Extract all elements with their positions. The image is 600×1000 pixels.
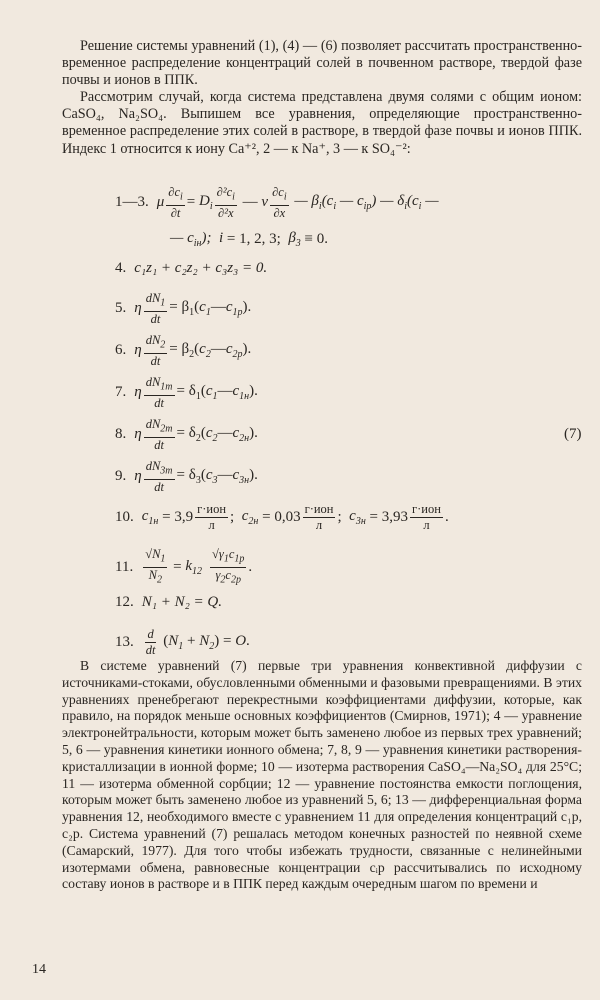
equation-9: 9. η $\frac{dN_{3т}}{dt}$ = $\delta_3(c_3—c_{3н})$. (115, 459, 258, 494)
equation-10: 10. $c_{1н}$ = 3,9 $\frac{\text{г·ион}}{л}$ ; $c_{2н}$ = 0,03 $\frac{\text{г·ион}}{л}$ ; $c_{3н}$ = 3,93 $\frac{\text{г·ион}}{л}$ . (115, 502, 449, 532)
equation-7: 7. η $\frac{dN_{1т}}{dt}$ = $\delta_1(c_1—c_{1н})$. (115, 375, 258, 410)
equation-6: 6. η $\frac{dN_2}{dt}$ = $\beta_2(c_2—c_{2p})$. (115, 333, 252, 368)
equation-5: 5. η $\frac{dN_1}{dt}$ = $\beta_1(c_1—c_{1p})$. (115, 291, 252, 326)
equation-1-3-line2: — $c_{iн}$); i = 1, 2, 3; $\beta_3$ ≡ 0. (170, 230, 329, 249)
equation-11: 11. $\frac{√N_1}{N_2}$ = $k_{12}$ $\frac{√\gamma_1c_{1p}}{\gamma_2c_{2p}}$ . (115, 547, 253, 585)
system-label: (7) (564, 426, 582, 442)
paragraph-case: Рассмотрим случай, когда система представлена двумя солями с общим ионом: CaSO₄, Na₂SO₄. Выпишем все уравнения, определяющие пространственно-временное распределение этих солей в растворе, в твердой фазе почвы и ионов ППК. Индекс 1 относится к иону Ca⁺², 2 — к Na⁺, 3 — к SO₄⁻²: (62, 89, 582, 157)
paragraph-discussion: В системе уравнений (7) первые три уравнения конвективной диффузии с источниками-стоками, обусловленными обменными и фазовыми превращениями. В этих уравнениях пренебрегают перекрестными коэффициентами диффузии, которые, как правило, на порядок меньше основных коэффициентов (Смирнов, 1971); 4 — уравнение электронейтральности, которым может быть заменено любое из первых трех уравнений; 5, 6 — уравнения кинетики ионного обмена; 7, 8, 9 — уравнения кинетики растворения-кристаллизации в ионной форме; 10 — изотерма растворения CaSO₄—Na₂SO₄ для 25°C; 11 — изотерма обменной сорбции; 12 — уравнение постоянства емкости поглощения, которым может быть заменено любое из уравнений 5, 6; 13 — дифференциальная форма уравнения 12, необходимого вместе с уравнением 11 для определения концентраций c₁p, c₂p. Система уравнений (7) решалась методом конечных разностей по неявной схеме (Самарский, 1977). Для того чтобы избежать трудности, связанные с нелинейными изотермами обмена, равновесные концентрации cᵢp рассчитывались по исходному составу ионов в растворе и в ППК перед каждым очередным шагом по времени и (62, 658, 582, 892)
equation-13: 13. $\frac{d}{dt}$ $(N_1 + N_2) = O$. (115, 627, 250, 657)
equation-number: 1—3. (115, 194, 149, 211)
paragraph-intro: Решение системы уравнений (1), (4) — (6) позволяет рассчитать пространственно-временное распределение концентраций солей в почвенном растворе, твердой фазе почвы и ионов в ППК. (62, 38, 582, 89)
equation-4: 4. c₁z₁ + c₂z₂ + c₃z₃ = 0. (115, 260, 268, 276)
equation-8: 8. η $\frac{dN_{2т}}{dt}$ = $\delta_2(c_2—c_{2н})$. (115, 417, 258, 452)
page-number: 14 (32, 962, 46, 977)
equation-1-3-line1: 1—3. μ $\frac{\partial c_i}{\partial t}$ = $D_i$ $\frac{\partial^2c_i}{\text{∂²x}}$ — v $\frac{\partial c_i}{\partial x}$ — $\beta_i(c_i$ — $c_{ip}$) — $\delta_i(c_i$ — (115, 185, 439, 220)
equation-12: 12. N₁ + N₂ = Q. (115, 594, 223, 610)
